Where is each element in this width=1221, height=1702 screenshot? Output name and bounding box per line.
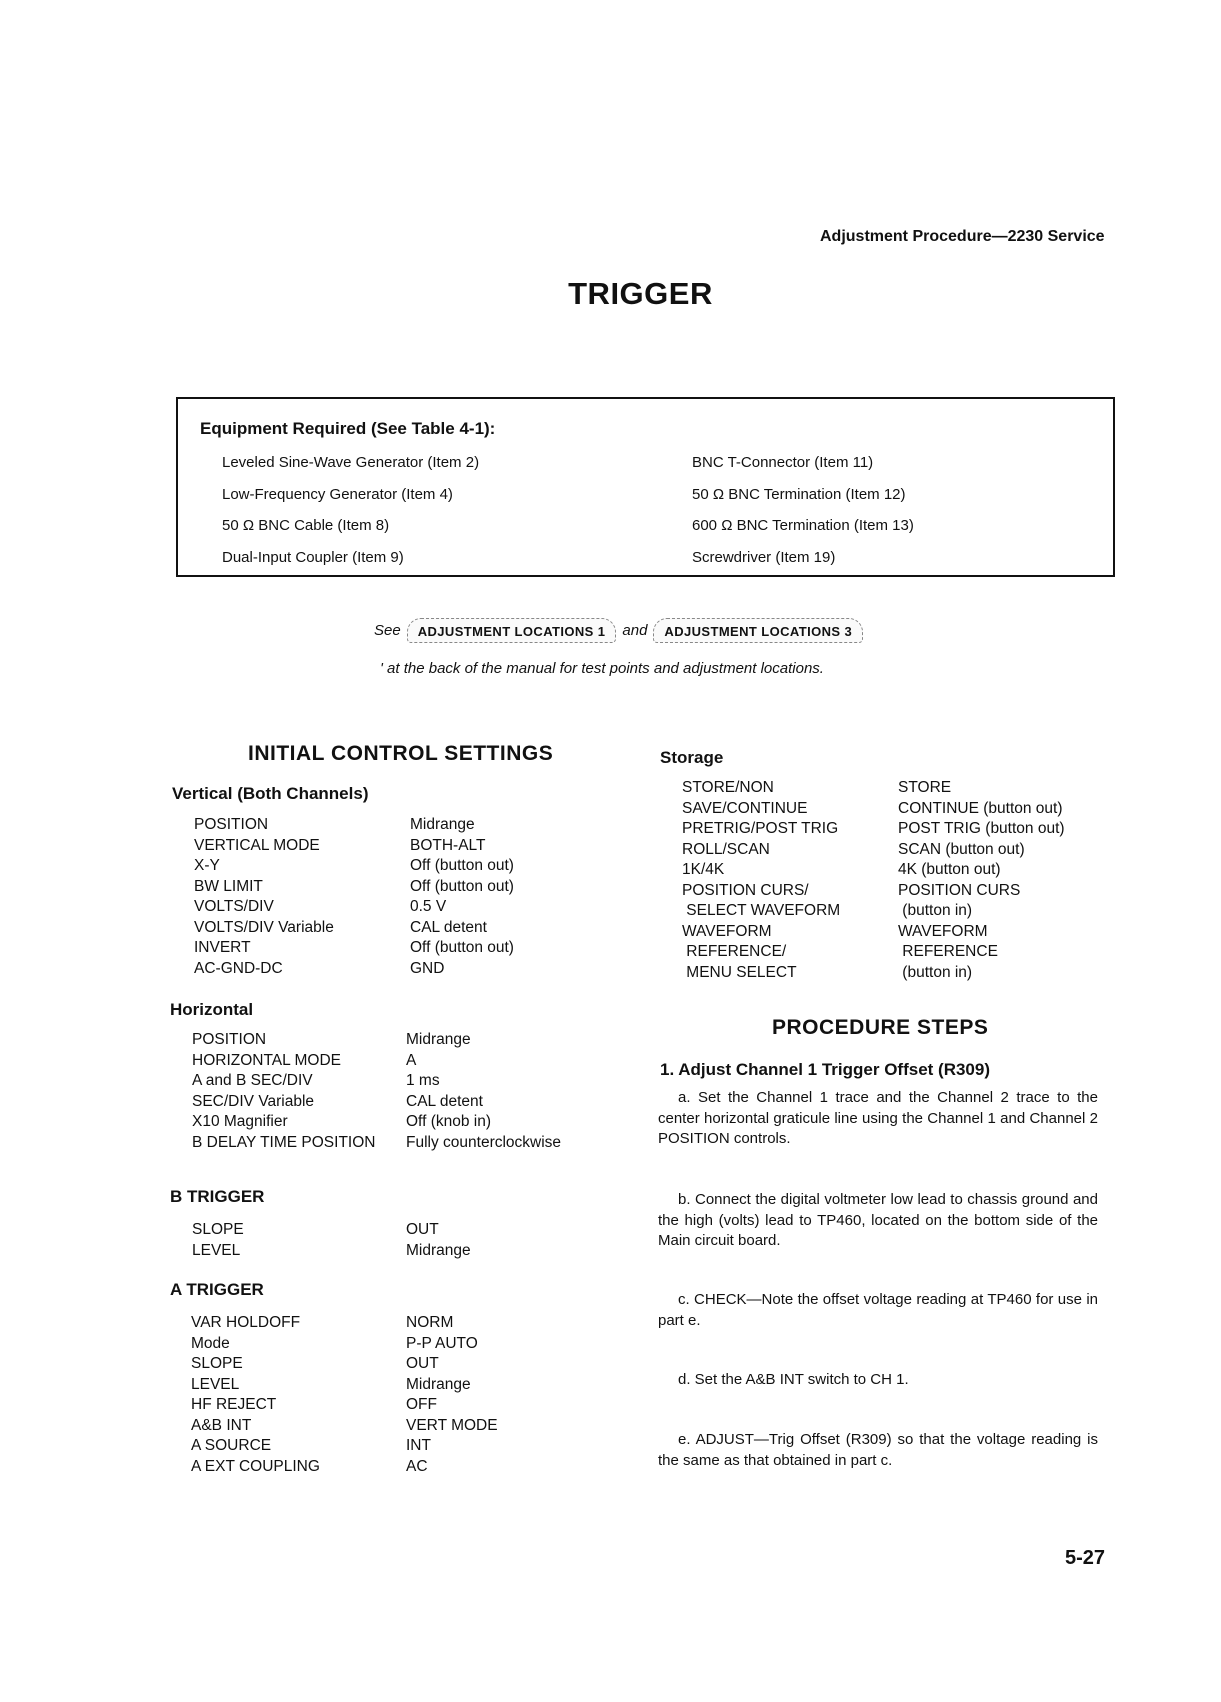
setting-row: [682, 963, 1065, 984]
setting-row: [191, 1436, 498, 1457]
setting-value: OUT: [406, 1221, 439, 1238]
setting-control: ROLL/SCAN: [682, 840, 770, 858]
setting-row: [191, 1375, 498, 1396]
equipment-item: Dual-Input Coupler (Item 9): [222, 548, 404, 566]
a-trigger-settings: [191, 1313, 498, 1477]
equipment-list-left: [222, 447, 479, 573]
setting-value: STORE: [898, 779, 952, 796]
setting-control: HF REJECT: [191, 1396, 277, 1413]
setting-control: VAR HOLDOFF: [191, 1314, 301, 1331]
setting-control: SELECT WAVEFORM: [682, 902, 841, 919]
setting-control: POSITION: [192, 1031, 267, 1048]
setting-value: SCAN (button out): [898, 840, 1025, 858]
horizontal-heading: Horizontal: [170, 1000, 254, 1019]
setting-value: Midrange: [406, 1241, 471, 1259]
setting-row: [682, 860, 1065, 881]
setting-value: INT: [406, 1437, 431, 1454]
setting-value: A: [406, 1051, 417, 1069]
setting-value: VERT MODE: [406, 1416, 498, 1434]
equipment-required-box: [176, 397, 1115, 577]
setting-value: Midrange: [406, 1375, 471, 1393]
setting-control: POSITION CURS/: [682, 881, 809, 899]
setting-control: B DELAY TIME POSITION: [192, 1133, 376, 1151]
setting-row: [682, 922, 1065, 943]
equipment-list-right: [692, 447, 914, 573]
setting-value: Off (button out): [410, 857, 514, 874]
setting-row: [192, 1051, 561, 1072]
setting-control: WAVEFORM: [682, 922, 772, 940]
setting-row: [192, 1112, 561, 1133]
see-adjustment-locations: [374, 618, 863, 643]
setting-control: REFERENCE/: [682, 943, 787, 960]
setting-row: [682, 901, 1065, 922]
setting-value: Fully counterclockwise: [406, 1133, 562, 1151]
setting-control: SEC/DIV Variable: [192, 1092, 315, 1110]
setting-control: Mode: [191, 1334, 230, 1352]
see-label: See: [374, 622, 401, 639]
setting-value: BOTH-ALT: [410, 836, 486, 854]
see-note: [380, 660, 824, 677]
setting-control: PRETRIG/POST TRIG: [682, 820, 839, 837]
equipment-item: Low-Frequency Generator (Item 4): [222, 485, 453, 503]
setting-value: 1 ms: [406, 1072, 440, 1089]
equipment-item: 600 Ω BNC Termination (Item 13): [692, 517, 914, 534]
setting-value: 0.5 V: [410, 898, 447, 915]
setting-control: X-Y: [194, 857, 220, 874]
setting-value: GND: [410, 959, 445, 977]
setting-row: [192, 1092, 561, 1113]
setting-control: SLOPE: [191, 1355, 243, 1372]
setting-row: [194, 918, 514, 939]
setting-value: Off (knob in): [406, 1113, 492, 1130]
setting-row: [192, 1030, 561, 1051]
setting-value: AC: [406, 1457, 428, 1475]
step-a: a. Set the Channel 1 trace and the Channel 2 trace to the center horizontal graticule line using the Channel 1 and Channel 2 POSITION controls.: [658, 1089, 1098, 1147]
setting-row: [682, 942, 1065, 963]
b-trigger-settings: [192, 1220, 471, 1261]
setting-row: [192, 1241, 471, 1262]
setting-value: OUT: [406, 1355, 439, 1372]
setting-row: [194, 856, 514, 877]
step-d: d. Set the A&B INT switch to CH 1.: [678, 1371, 909, 1388]
equipment-item: Screwdriver (Item 19): [692, 548, 836, 566]
page-number: 5-27: [1065, 1547, 1106, 1569]
setting-value: CONTINUE (button out): [898, 799, 1063, 817]
setting-row: [194, 959, 514, 980]
setting-row: [682, 840, 1065, 861]
setting-control: VOLTS/DIV: [194, 898, 274, 915]
setting-value: NORM: [406, 1314, 454, 1331]
setting-row: [682, 778, 1065, 799]
step-1-title: 1. Adjust Channel 1 Trigger Offset (R309): [660, 1060, 990, 1079]
setting-value: Off (button out): [410, 939, 514, 956]
setting-value: (button in): [898, 963, 973, 981]
setting-control: X10 Magnifier: [192, 1113, 288, 1130]
setting-value: Midrange: [410, 816, 475, 833]
setting-value: CAL detent: [410, 918, 487, 936]
a-trigger-heading: A TRIGGER: [170, 1280, 264, 1299]
setting-control: SLOPE: [192, 1221, 244, 1238]
note-marker: ': [380, 660, 388, 677]
setting-control: 1K/4K: [682, 861, 725, 878]
equipment-item: 50 Ω BNC Termination (Item 12): [692, 485, 906, 503]
storage-settings: [682, 778, 1065, 983]
setting-value: Off (button out): [410, 877, 514, 895]
setting-value: OFF: [406, 1396, 437, 1413]
setting-row: [682, 881, 1065, 902]
setting-row: [191, 1313, 498, 1334]
setting-control: A&B INT: [191, 1416, 252, 1434]
setting-value: (button in): [898, 902, 973, 919]
note-text: at the back of the manual for test points and adjustment locations.: [387, 660, 824, 677]
procedure-steps-heading: PROCEDURE STEPS: [772, 1016, 989, 1039]
setting-value: REFERENCE: [898, 943, 998, 960]
step-b: b. Connect the digital voltmeter low lead to chassis ground and the high (volts) lead to TP460, located on the bottom side of the Main circuit board.: [658, 1191, 1098, 1249]
page-title: TRIGGER: [568, 276, 713, 311]
setting-value: Midrange: [406, 1031, 471, 1048]
equipment-item: Leveled Sine-Wave Generator (Item 2): [222, 454, 480, 471]
setting-control: STORE/NON: [682, 779, 774, 796]
setting-value: 4K (button out): [898, 861, 1001, 878]
setting-control: HORIZONTAL MODE: [192, 1051, 341, 1069]
setting-value: POSITION CURS: [898, 881, 1021, 899]
vertical-settings: [194, 815, 514, 979]
equipment-item: 50 Ω BNC Cable (Item 8): [222, 517, 390, 534]
setting-row: [192, 1071, 561, 1092]
setting-row: [682, 799, 1065, 820]
setting-row: [682, 819, 1065, 840]
setting-control: BW LIMIT: [194, 877, 263, 895]
setting-row: [194, 938, 514, 959]
setting-control: VERTICAL MODE: [194, 836, 320, 854]
storage-heading: Storage: [660, 748, 724, 767]
setting-control: VOLTS/DIV Variable: [194, 918, 334, 936]
setting-row: [191, 1416, 498, 1437]
setting-value: P-P AUTO: [406, 1334, 478, 1352]
setting-control: LEVEL: [191, 1375, 240, 1393]
setting-control: POSITION: [194, 816, 269, 833]
setting-row: [192, 1220, 471, 1241]
b-trigger-heading: B TRIGGER: [170, 1187, 265, 1206]
setting-control: MENU SELECT: [682, 963, 797, 981]
setting-value: POST TRIG (button out): [898, 820, 1065, 837]
step-c: c. CHECK—Note the offset voltage reading at TP460 for use in part e.: [658, 1291, 1098, 1329]
setting-control: AC-GND-DC: [194, 959, 283, 977]
vertical-heading: Vertical (Both Channels): [172, 784, 369, 803]
setting-row: [194, 836, 514, 857]
horizontal-settings: [192, 1030, 561, 1153]
equipment-item: BNC T-Connector (Item 11): [692, 454, 874, 471]
setting-row: [191, 1334, 498, 1355]
setting-row: [191, 1354, 498, 1375]
adjustment-locations-3-tab: ADJUSTMENT LOCATIONS 3: [653, 618, 863, 643]
initial-settings-heading: INITIAL CONTROL SETTINGS: [248, 742, 554, 765]
setting-control: SAVE/CONTINUE: [682, 799, 808, 817]
setting-control: A EXT COUPLING: [191, 1457, 320, 1475]
setting-control: A SOURCE: [191, 1437, 272, 1454]
setting-row: [191, 1395, 498, 1416]
setting-row: [192, 1133, 561, 1154]
running-head: Adjustment Procedure—2230 Service: [820, 228, 1105, 245]
setting-value: CAL detent: [406, 1092, 483, 1110]
setting-value: WAVEFORM: [898, 922, 988, 940]
step-e: e. ADJUST—Trig Offset (R309) so that the voltage reading is the same as that obtained in part c.: [658, 1431, 1098, 1469]
setting-control: LEVEL: [192, 1241, 241, 1259]
equipment-heading: Equipment Required (See Table 4-1):: [200, 419, 496, 438]
setting-row: [191, 1457, 498, 1478]
and-label: and: [622, 622, 648, 639]
setting-control: A and B SEC/DIV: [192, 1072, 313, 1089]
setting-control: INVERT: [194, 939, 251, 956]
setting-row: [194, 815, 514, 836]
setting-row: [194, 897, 514, 918]
adjustment-locations-1-tab: ADJUSTMENT LOCATIONS 1: [407, 618, 617, 643]
setting-row: [194, 877, 514, 898]
